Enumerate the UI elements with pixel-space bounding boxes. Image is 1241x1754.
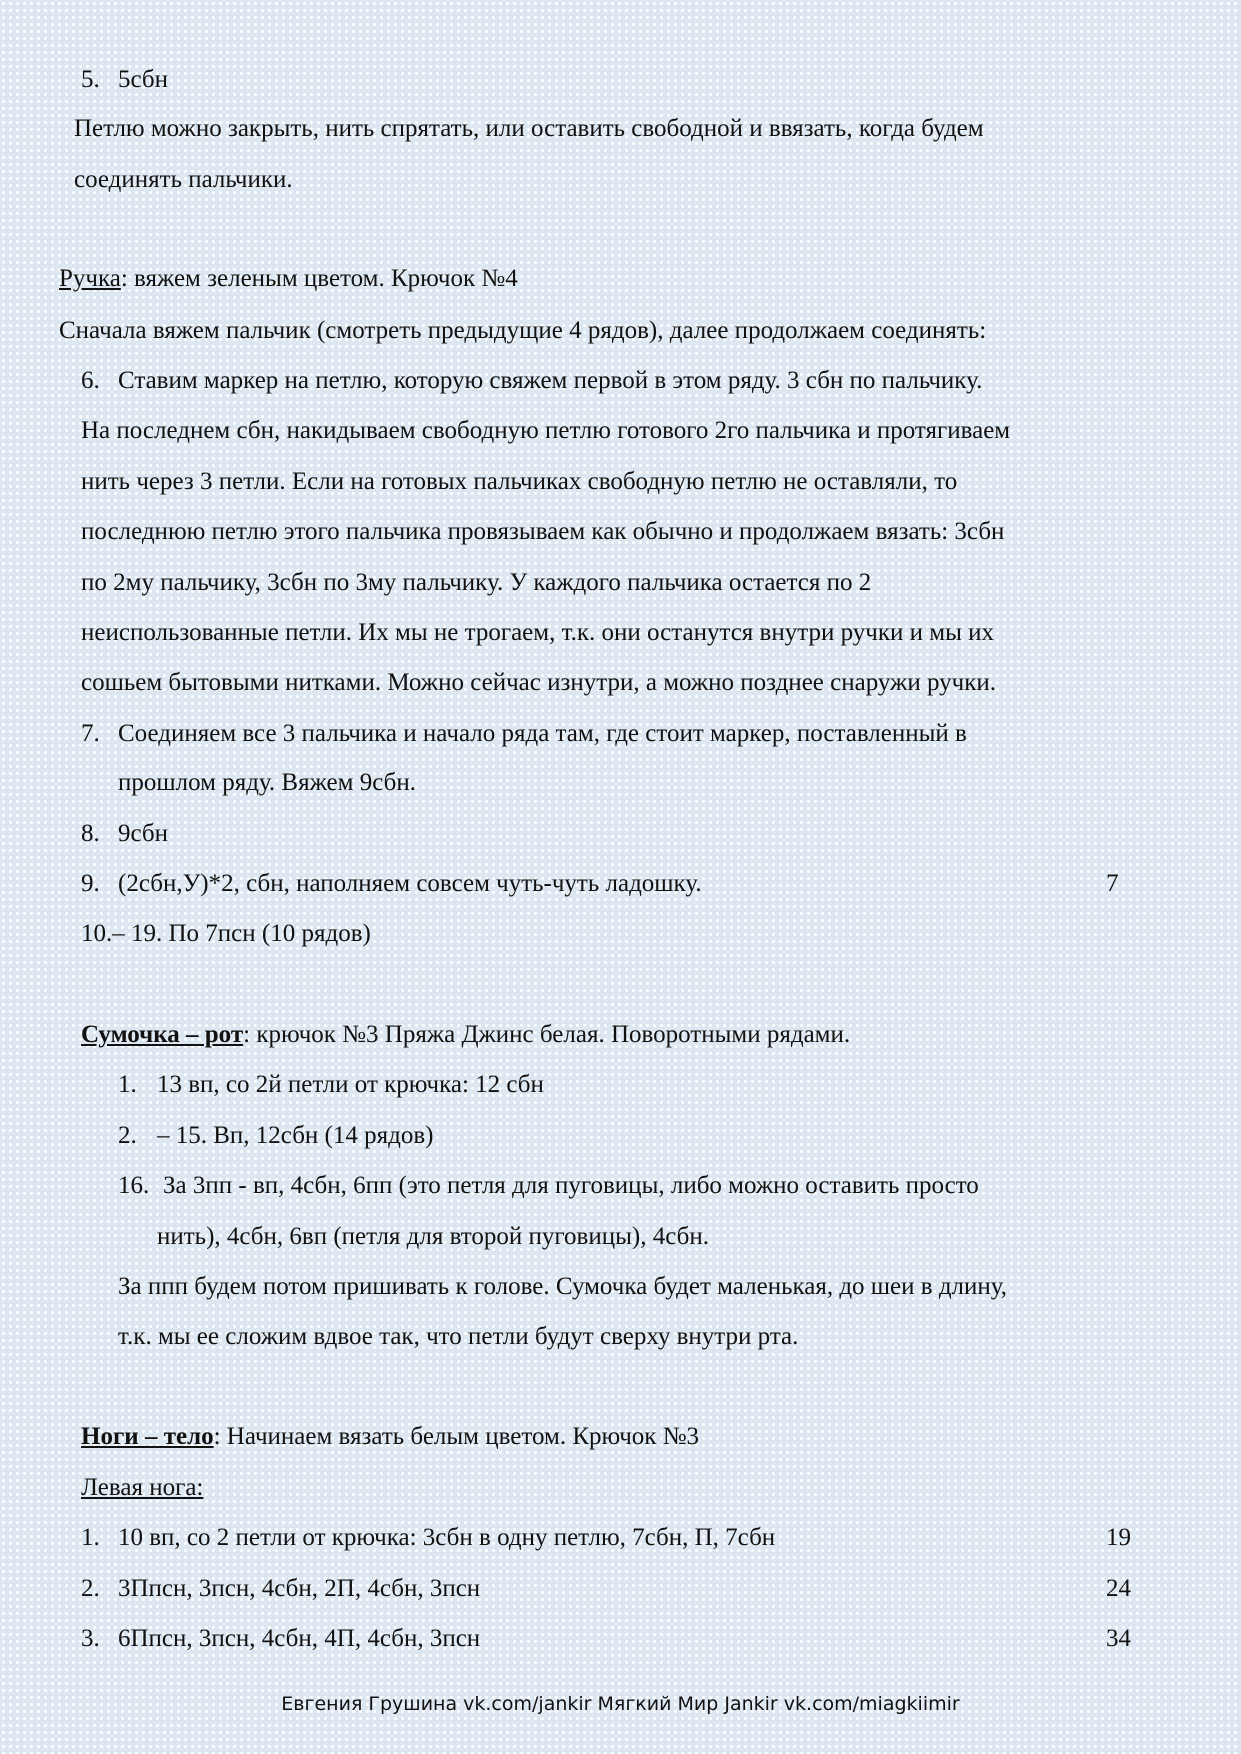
heading-detail: : крючок №3 Пряжа Джинс белая. Поворотными рядами. bbox=[243, 1021, 851, 1048]
section-heading-legs bbox=[81, 1422, 699, 1452]
paragraph-line: Петлю можно закрыть, нить спрятать, или оставить свободной и ввязать, когда будем bbox=[74, 115, 984, 142]
list-item-text: 13 вп, со 2й петли от крючка: 12 сбн bbox=[157, 1071, 544, 1098]
list-item-text: 6Ппсн, 3псн, 4сбн, 4П, 4сбн, 3псн bbox=[118, 1625, 481, 1652]
list-item-text: Ставим маркер на петлю, которую свяжем первой в этом ряду. 3 сбн по пальчику. bbox=[118, 367, 983, 394]
page-footer: Евгения Грушина vk.com/jankir Мягкий Мир Jankir vk.com/miagkiimir bbox=[281, 1693, 960, 1715]
stitch-count: 24 bbox=[1106, 1575, 1131, 1602]
list-item-text: неиспользованные петли. Их мы не трогаем, т.к. они останутся внутри ручки и мы их bbox=[81, 619, 994, 646]
stitch-count: 7 bbox=[1106, 870, 1119, 897]
list-item-text: 10 вп, со 2 петли от крючка: 3сбн в одну петлю, 7сбн, П, 7сбн bbox=[118, 1524, 776, 1551]
list-item-text: 5сбн bbox=[118, 66, 168, 93]
list-number: 2. bbox=[81, 1575, 100, 1602]
list-number: 2. bbox=[118, 1122, 137, 1149]
list-number: 1. bbox=[81, 1524, 100, 1551]
list-number: 8. bbox=[81, 820, 100, 847]
list-item-text: прошлом ряду. Вяжем 9сбн. bbox=[118, 769, 416, 796]
list-item-text: нить через 3 петли. Если на готовых пальчиках свободную петлю не оставляли, то bbox=[81, 468, 958, 495]
list-number: 3. bbox=[81, 1625, 100, 1652]
list-number: 9. bbox=[81, 870, 100, 897]
section-heading-handle bbox=[59, 264, 518, 294]
list-item-text: Соединяем все 3 пальчика и начало ряда там, где стоит маркер, поставленный в bbox=[118, 720, 967, 747]
note-line: За ппп будем потом пришивать к голове. Сумочка будет маленькая, до шеи в длину, bbox=[118, 1273, 1008, 1300]
heading-detail: : вяжем зеленым цветом. Крючок №4 bbox=[120, 265, 518, 292]
list-number: 1. bbox=[118, 1071, 137, 1098]
subheading-left-leg: Левая нога: bbox=[81, 1474, 204, 1501]
list-item-text: 9сбн bbox=[118, 820, 168, 847]
list-item-text: сошьем бытовыми нитками. Можно сейчас изнутри, а можно позднее снаружи ручки. bbox=[81, 669, 996, 696]
list-item-text: нить), 4сбн, 6вп (петля для второй пуговицы), 4сбн. bbox=[157, 1223, 709, 1250]
section-heading-bag bbox=[81, 1020, 850, 1050]
stitch-count: 34 bbox=[1106, 1625, 1131, 1652]
heading-label: Сумочка – рот bbox=[81, 1021, 244, 1048]
list-item-text: по 2му пальчику, 3сбн по 3му пальчику. У каждого пальчика остается по 2 bbox=[81, 569, 872, 596]
heading-label: Ноги – тело bbox=[81, 1423, 214, 1450]
list-item-text: – 15. Вп, 12сбн (14 рядов) bbox=[157, 1122, 434, 1149]
list-number: 16. bbox=[118, 1172, 150, 1199]
paragraph-line: соединять пальчики. bbox=[74, 166, 293, 193]
list-item-text: За 3пп - вп, 4сбн, 6пп (это петля для пуговицы, либо можно оставить просто bbox=[163, 1172, 979, 1199]
note-line: т.к. мы ее сложим вдвое так, что петли будут сверху внутри рта. bbox=[118, 1323, 799, 1350]
list-item-text: 10.– 19. По 7псн (10 рядов) bbox=[81, 920, 371, 947]
list-number: 5. bbox=[81, 66, 100, 93]
list-number: 7. bbox=[81, 720, 100, 747]
heading-detail: : Начинаем вязать белым цветом. Крючок №3 bbox=[213, 1423, 700, 1450]
list-item-text: На последнем сбн, накидываем свободную петлю готового 2го пальчика и протягиваем bbox=[81, 417, 1011, 444]
list-item-text: последнюю петлю этого пальчика провязываем как обычно и продолжаем вязать: 3сбн bbox=[81, 518, 1005, 545]
list-number: 6. bbox=[81, 367, 100, 394]
stitch-count: 19 bbox=[1106, 1524, 1131, 1551]
list-item-text: (2сбн,У)*2, сбн, наполняем совсем чуть-чуть ладошку. bbox=[118, 870, 702, 897]
list-item-text: 3Ппсн, 3псн, 4сбн, 2П, 4сбн, 3псн bbox=[118, 1575, 481, 1602]
intro-text: Сначала вяжем пальчик (смотреть предыдущие 4 рядов), далее продолжаем соединять: bbox=[59, 317, 987, 344]
heading-label: Ручка bbox=[59, 265, 121, 292]
